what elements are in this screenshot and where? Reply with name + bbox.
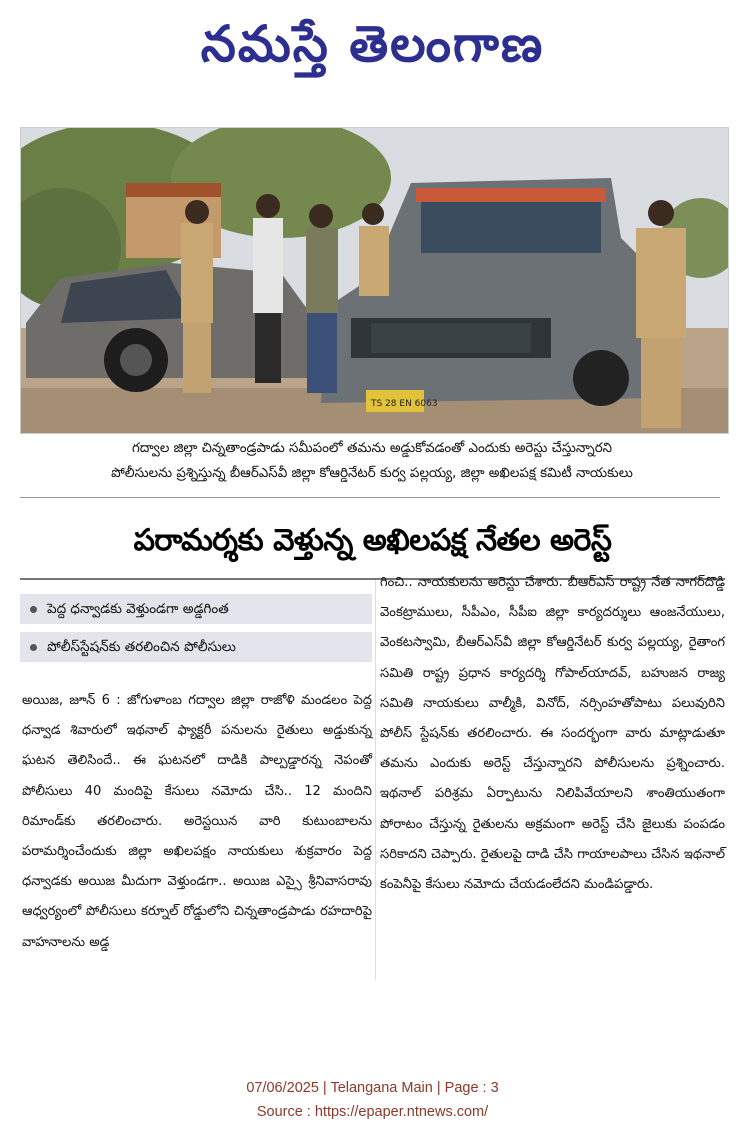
highlight-text: పోలీస్‌స్టేషన్‌కు తరలించిన పోలీసులు — [47, 639, 236, 655]
highlight-item — [20, 632, 372, 662]
caption-line-2: పోలీసులను ప్రశ్నిస్తున్న బీఆర్‌ఎస్‌వీ జిల్లా కోఆర్డినేటర్ కుర్వ పల్లయ్య, జిల్లా అఖిలపక్ష కమిటీ నాయకులు — [111, 466, 633, 481]
article-paragraph: గించి.. నాయకులను అరెస్టు చేశారు. బీఆర్‌ఎస్ రాష్ట్ర నేత నాగర్‌దొడ్డి వెంకట్రాములు, సీపీఎం, సీపీఐ జిల్లా కార్యదర్శులు ఆంజనేయులు, వెంకటస్వామి, బీఆర్‌ఎస్‌వీ జిల్లా కోఆర్డినేటర్ కుర్వ పల్లయ్య, రైతాంగ సమితి రాష్ట్ర ప్రధాన కార్యదర్శి గోపాల్‌యాదవ్, బహుజన రాజ్య సమితి నాయకులు వాల్మీకి, వినోద్, నర్సింహతోపాటు పలువురిని పోలీస్ స్టేషన్‌కు తరలించారు. ఈ సందర్భంగా వారు మాట్లాడుతూ తమను ఎందుకు అరెస్ట్ చేస్తున్నారని పోలీసులను ప్రశ్నించారు. ఇథనాల్ పరిశ్రమ ఏర్పాటును నిలిపివేయాలని శాంతియుతంగా పోరాటం చేస్తున్న రైతులను అక్రమంగా అరెస్ట్ చేసి జైలుకు పంపడం సరికాదని చెప్పారు. రైతులపై దాడి చేసి గాయాలపాలు చేసిన ఇథనాల్ కంపెనీపై కేసులు నమోదు చేయడంలేదని మండిపడ్డారు. — [380, 575, 725, 893]
highlight-item — [20, 594, 372, 624]
masthead-title: నమస్తే తెలంగాణ — [200, 15, 545, 73]
news-photo — [20, 127, 729, 434]
highlight-text: పెద్ద ధన్వాడకు వెళ్తుండగా అడ్డగింత — [47, 601, 229, 617]
bullet-icon — [30, 606, 37, 613]
highlights-box — [20, 594, 372, 670]
article-column-2 — [380, 568, 725, 900]
article-column-1 — [22, 686, 372, 958]
article-headline: పరామర్శకు వెళ్తున్న అఖిలపక్ష నేతల అరెస్ట్ — [133, 523, 612, 558]
page-footer — [0, 1076, 745, 1124]
photo-caption — [22, 436, 722, 486]
footer-source-link[interactable]: Source : https://epaper.ntnews.com/ — [256, 1104, 489, 1120]
plate-number: TS 28 EN 6063 — [371, 399, 438, 409]
caption-line-1: గద్వాల జిల్లా చిన్నతాండ్రపాడు సమీపంలో తమను అడ్డుకోవడంతో ఎందుకు అరెస్టు చేస్తున్నారని — [131, 441, 613, 456]
footer-date-edition: 07/06/2025 | Telangana Main | Page : 3 — [246, 1080, 499, 1096]
column-divider — [375, 580, 376, 980]
article-paragraph: అయిజ, జూన్ 6 : జోగుళాంబ గద్వాల జిల్లా రాజోళి మండలం పెద్ద ధన్వాడ శివారులో ఇథనాల్ ఫ్యాక్టరీ పనులను రైతులు అడ్డుకున్న ఘటన తెలిసిందే.. ఈ ఘటనలో దాడికి పాల్పడ్డారన్న నెపంతో పోలీసులు 40 మందిపై కేసులు నమోదు చేసి.. 12 మందిని రిమాండ్‌కు తరలించారు. అరెస్టయిన వారి కుటుంబాలను పరామర్శించేందుకు జిల్లా అఖిలపక్షం నాయకులు శుక్రవారం పెద్ద ధన్వాడకు అయిజ మీదుగా వెళ్తుండగా.. అయిజ ఎస్సై శ్రీనివాసరావు ఆధ్వర్యంలో పోలీసులు కర్నూల్ రోడ్డులోని చిన్నతాండ్రపాడు రహదారిపై వాహనాలను అడ్డ — [22, 693, 372, 950]
bullet-icon — [30, 644, 37, 651]
caption-divider — [20, 497, 720, 498]
